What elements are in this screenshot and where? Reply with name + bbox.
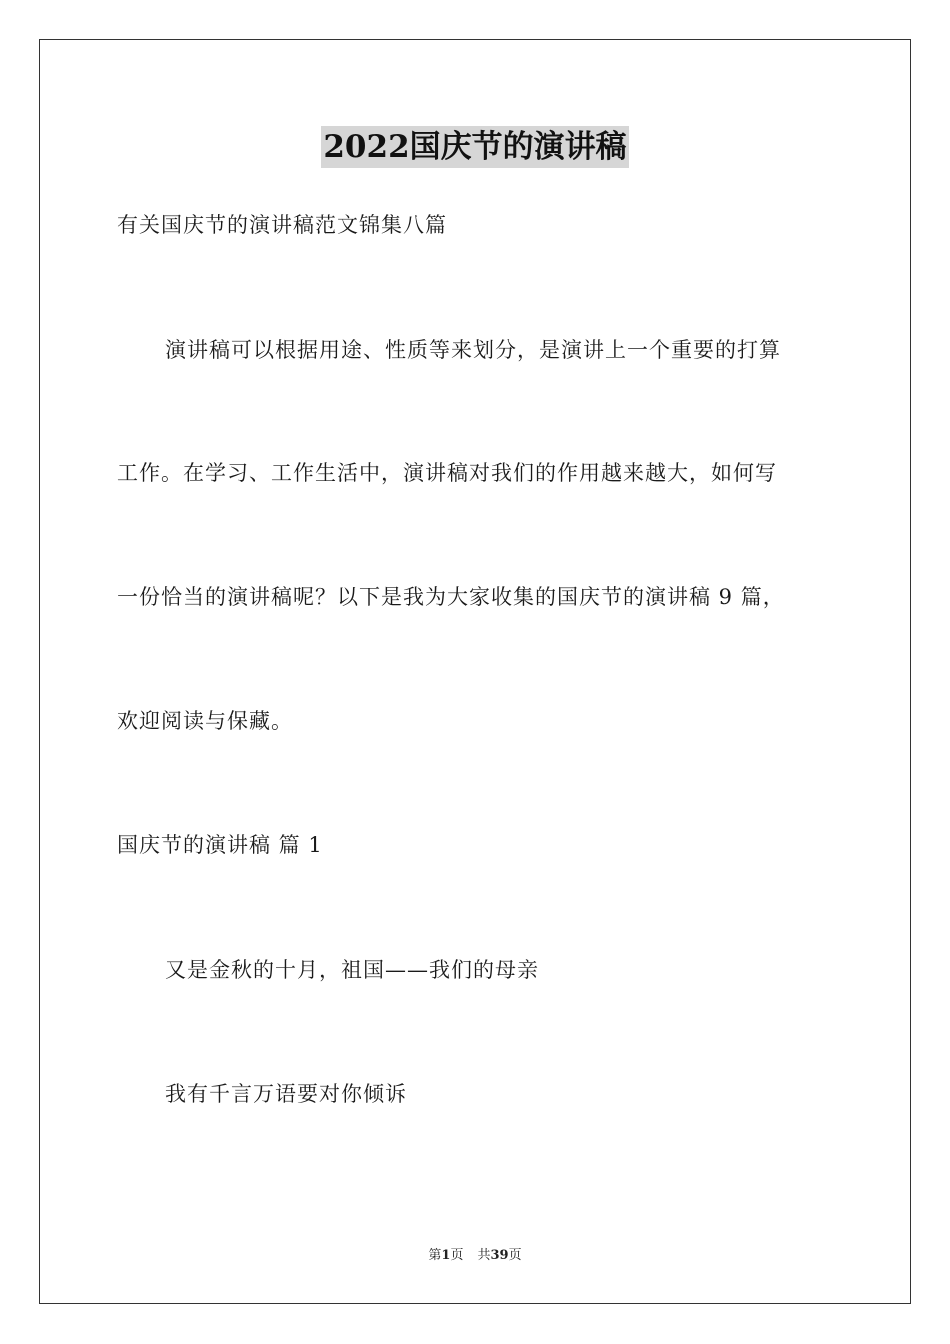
page-footer bbox=[0, 1247, 950, 1265]
document-title: 2022国庆节的演讲稿 bbox=[321, 126, 628, 168]
intro-line-3: 一份恰当的演讲稿呢？以下是我为大家收集的国庆节的演讲稿 9 篇， bbox=[117, 585, 785, 609]
page-suffix: 页 bbox=[450, 1248, 464, 1263]
intro-line-4: 欢迎阅读与保藏。 bbox=[117, 709, 293, 733]
title-container bbox=[0, 126, 950, 168]
document-subtitle: 有关国庆节的演讲稿范文锦集八篇 bbox=[117, 213, 447, 237]
total-suffix: 页 bbox=[508, 1248, 522, 1263]
page-number: 1 bbox=[441, 1248, 451, 1263]
section-heading: 国庆节的演讲稿 篇 1 bbox=[117, 833, 323, 857]
total-pages: 39 bbox=[490, 1248, 509, 1263]
poem-line-2: 我有千言万语要对你倾诉 bbox=[165, 1082, 407, 1106]
intro-line-2: 工作。在学习、工作生活中，演讲稿对我们的作用越来越大，如何写 bbox=[117, 461, 777, 485]
total-prefix: 共 bbox=[477, 1248, 491, 1263]
intro-line-1: 演讲稿可以根据用途、性质等来划分，是演讲上一个重要的打算 bbox=[165, 338, 781, 362]
poem-line-1: 又是金秋的十月，祖国——我们的母亲 bbox=[165, 958, 539, 982]
page-prefix: 第 bbox=[428, 1248, 442, 1263]
